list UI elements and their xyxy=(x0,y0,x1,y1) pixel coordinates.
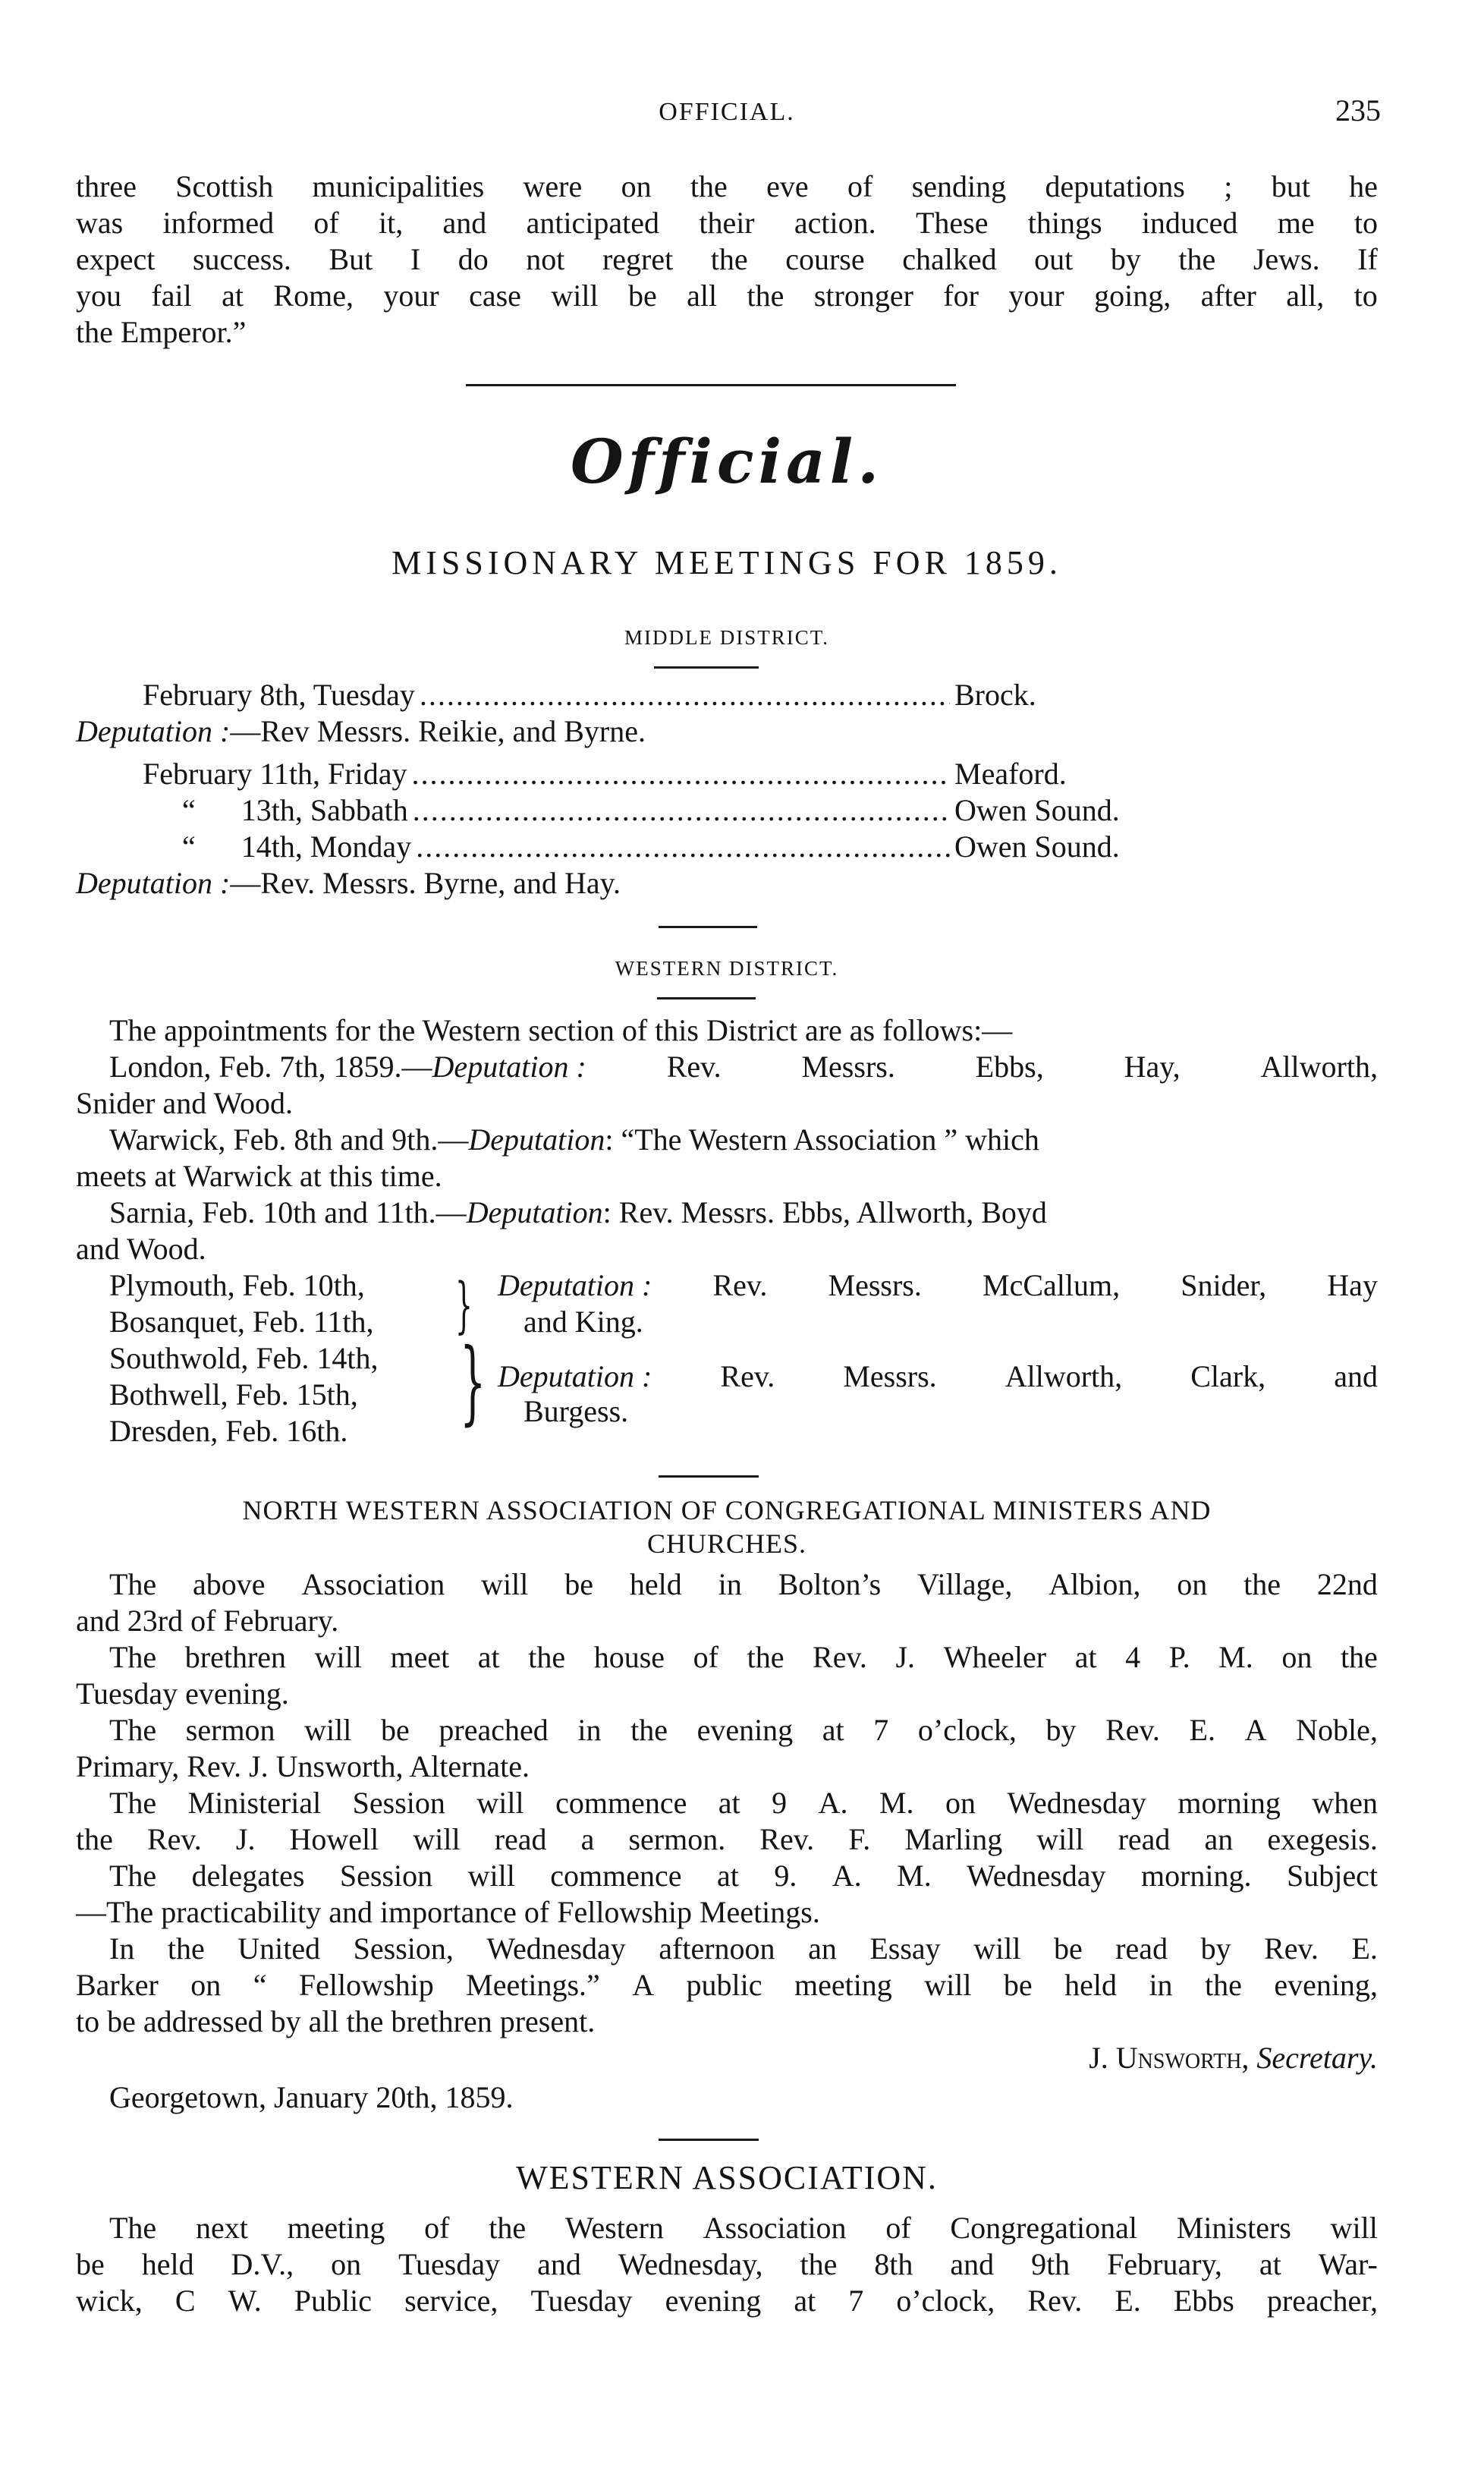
divider xyxy=(659,926,757,928)
meeting-row: February 8th, Tuesday ..... Brock. xyxy=(143,677,1174,713)
nw-line: The Ministerial Session will commence at 9 A. M. on Wednesday morning when xyxy=(109,1786,1378,1820)
place-southwold: Southwold, Feb. 14th, xyxy=(109,1341,379,1375)
intro-line-3: expect success. But I do not regret the course chalked out by the Jews. If xyxy=(76,242,1378,276)
nw-line: Tuesday evening. xyxy=(76,1676,289,1711)
sarnia-line: Sarnia, Feb. 10th and 11th.—Deputation: Rev. Messrs. Ebbs, Allworth, Boyd xyxy=(109,1195,1047,1229)
group1-deputation: Deputation : Rev. Messrs. McCallum, Snider, Hay xyxy=(498,1268,1378,1302)
section-divider xyxy=(466,384,956,386)
page-number: 235 xyxy=(1335,93,1381,127)
intro-line-5: the Emperor.” xyxy=(76,315,247,349)
western-association-title: WESTERN ASSOCIATION. xyxy=(516,2159,938,2196)
warwick-line: Warwick, Feb. 8th and 9th.—Deputation: “The Western Association ” which xyxy=(109,1122,1039,1157)
signature: J. Unsworth, Secretary. xyxy=(1089,2041,1378,2075)
running-title: OFFICIAL. xyxy=(659,98,795,126)
western-district-heading: WESTERN DISTRICT. xyxy=(615,957,839,980)
nw-line: the Rev. J. Howell will read a sermon. Rev. F. Marling will read an exegesis. xyxy=(76,1822,1378,1856)
meetings-title: MISSIONARY MEETINGS FOR 1859. xyxy=(391,544,1062,581)
nw-line: to be addressed by all the brethren present. xyxy=(76,2004,596,2038)
nw-line: Barker on “ Fellowship Meetings.” A public meeting will be held in the evening, xyxy=(76,1968,1378,2002)
brace-glyph: } xyxy=(460,1330,486,1435)
deputation-line: Deputation :—Rev. Messrs. Byrne, and Hay. xyxy=(76,866,621,900)
western-intro: The appointments for the Western section of this District are as follows:— xyxy=(109,1013,1013,1047)
sarnia-line-2: and Wood. xyxy=(76,1232,206,1266)
meeting-row: “ 14th, Monday ..... Owen Sound. xyxy=(182,829,1174,865)
wa-line: The next meeting of the Western Association of Congregational Ministers will xyxy=(109,2211,1378,2245)
nw-line: —The practicability and importance of Fellowship Meetings. xyxy=(76,1895,820,1929)
group2-deputation-2: Burgess. xyxy=(523,1394,629,1428)
nw-line: The delegates Session will commence at 9. A. M. Wednesday morning. Subject xyxy=(109,1859,1378,1893)
meeting-row: “ 13th, Sabbath ..... Owen Sound. xyxy=(182,792,1174,829)
place-dresden: Dresden, Feb. 16th. xyxy=(109,1414,348,1448)
intro-line-2: was informed of it, and anticipated their action. These things induced me to xyxy=(76,206,1378,240)
place-plymouth: Plymouth, Feb. 10th, xyxy=(109,1268,365,1302)
nw-line: and 23rd of February. xyxy=(76,1604,339,1638)
wa-line: be held D.V., on Tuesday and Wednesday, the 8th and 9th February, at War- xyxy=(76,2247,1378,2281)
intro-line-4: you fail at Rome, your case will be all the stronger for your going, after all, to xyxy=(76,279,1378,313)
deputation-line: Deputation :—Rev Messrs. Reikie, and Byrne. xyxy=(76,714,646,748)
divider xyxy=(659,2139,759,2141)
nw-line: The sermon will be preached in the evening at 7 o’clock, by Rev. E. A Noble, xyxy=(109,1713,1378,1747)
nw-title-1: NORTH WESTERN ASSOCIATION OF CONGREGATIONAL MINISTERS AND xyxy=(242,1495,1212,1525)
nw-title-2: CHURCHES. xyxy=(646,1528,807,1559)
middle-district-heading: MIDDLE DISTRICT. xyxy=(624,626,829,649)
divider xyxy=(659,1475,759,1478)
nw-line: The brethren will meet at the house of the Rev. J. Wheeler at 4 P. M. on the xyxy=(109,1640,1378,1674)
london-line: London, Feb. 7th, 1859.—Deputation : Rev. Messrs. Ebbs, Hay, Allworth, xyxy=(109,1050,1378,1084)
nw-line: In the United Session, Wednesday afternoon an Essay will be read by Rev. E. xyxy=(109,1931,1378,1966)
nw-line: The above Association will be held in Bolton’s Village, Albion, on the 22nd xyxy=(109,1567,1378,1601)
meeting-row: February 11th, Friday ..... Meaford. xyxy=(143,756,1174,792)
heading-underline xyxy=(654,666,759,669)
place-bosanquet: Bosanquet, Feb. 11th, xyxy=(109,1305,374,1339)
brace-glyph: } xyxy=(455,1270,473,1340)
warwick-line-2: meets at Warwick at this time. xyxy=(76,1159,442,1193)
heading-underline xyxy=(657,997,756,999)
wa-line: wick, C W. Public service, Tuesday evening at 7 o’clock, Rev. E. Ebbs preacher, xyxy=(76,2284,1378,2318)
intro-line-1: three Scottish municipalities were on the eve of sending deputations ; but he xyxy=(76,169,1378,203)
place-and-date: Georgetown, January 20th, 1859. xyxy=(109,2080,514,2114)
group1-deputation-2: and King. xyxy=(523,1305,643,1339)
nw-line: Primary, Rev. J. Unsworth, Alternate. xyxy=(76,1749,530,1783)
london-line-2: Snider and Wood. xyxy=(76,1086,294,1120)
place-bothwell: Bothwell, Feb. 15th, xyxy=(109,1377,358,1412)
group2-deputation: Deputation : Rev. Messrs. Allworth, Clark, and xyxy=(498,1359,1378,1393)
section-title-official: Official. xyxy=(570,426,884,497)
